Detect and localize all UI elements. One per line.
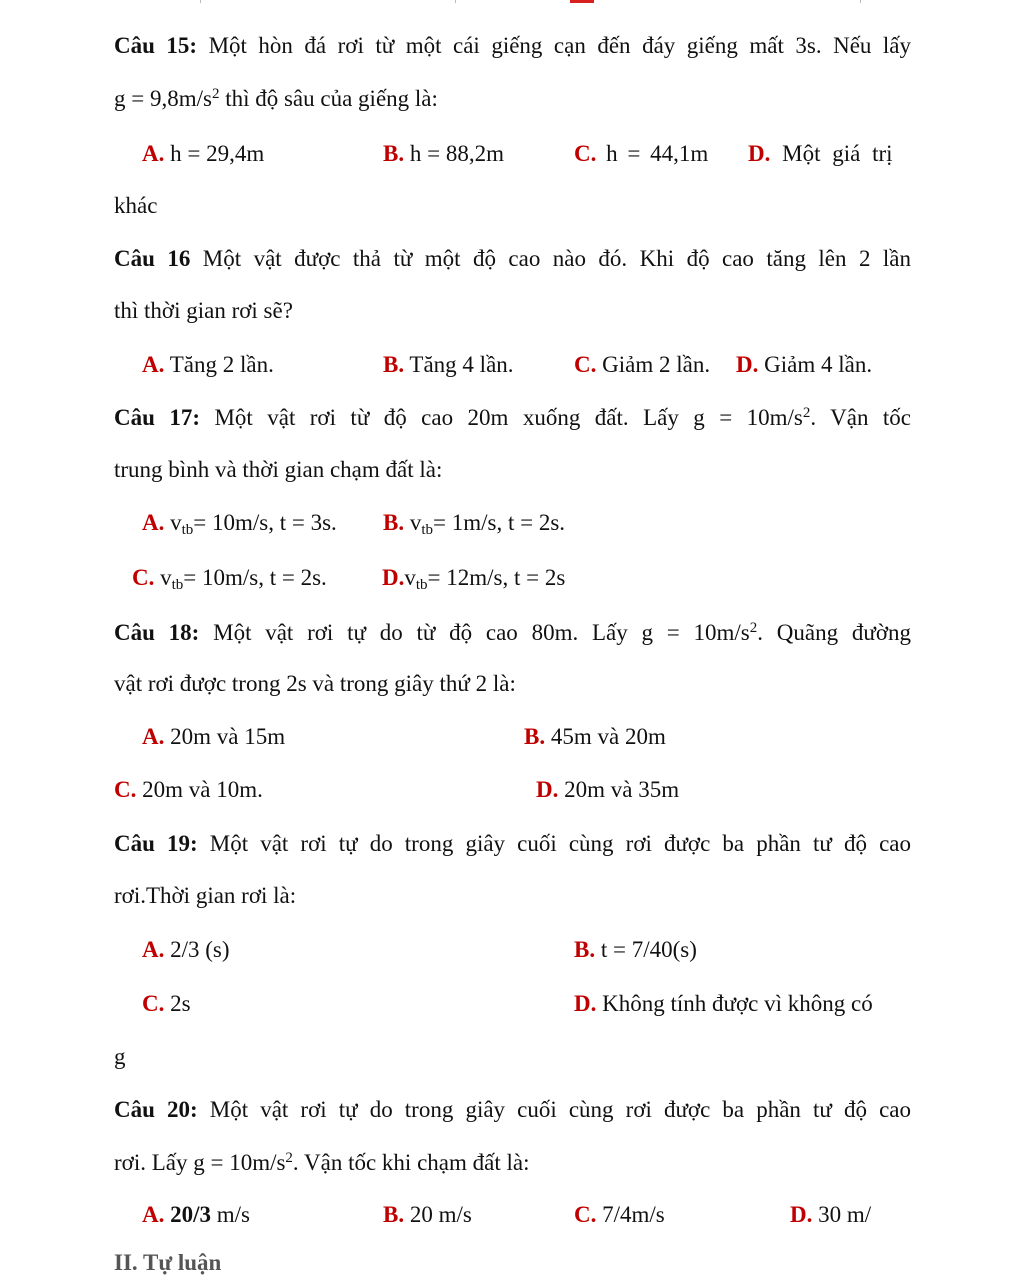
question-17-text: Câu 17: Một vật rơi từ độ cao 20m xuống đất. Lấy $g = 10m/s^2$. Vận tốc xyxy=(114,405,912,430)
question-label: Câu 16 xyxy=(114,246,191,271)
option-d: $D.v_{tb}= 12m/s$, t = 2s xyxy=(382,565,566,593)
question-15-text-cont: $g = 9,8m/s^2$ thì độ sâu của giếng là: xyxy=(114,86,438,111)
top-red-mark xyxy=(570,0,594,3)
option-b: B. h = 88,2m xyxy=(383,141,504,166)
section-heading-partial: II. Tự luận xyxy=(114,1250,222,1275)
question-label: Câu 20: xyxy=(114,1097,198,1122)
question-18-text: Câu 18: Một vật rơi tự do từ độ cao 80m. Lấy $g = 10m/s^2$. Quãng đường xyxy=(114,620,912,645)
option-a: A. h = 29,4m xyxy=(142,141,265,166)
option-a: A. 20/3 m/s xyxy=(142,1202,250,1227)
option-c: C. Giảm 2 lần. xyxy=(574,352,711,377)
question-19-text-cont: rơi.Thời gian rơi là: xyxy=(114,883,297,908)
question-20-text-cont: rơi. Lấy $g = 10m/s^2$. Vận tốc khi chạm đất là: xyxy=(114,1150,530,1175)
option-c: C. 2s xyxy=(142,991,191,1016)
question-15-text: Câu 15: Một hòn đá rơi từ một cái giếng cạn đến đáy giếng mất 3s. Nếu lấy xyxy=(114,33,912,58)
question-19-text: Câu 19: Một vật rơi tự do trong giây cuối cùng rơi được ba phần tư độ cao xyxy=(114,831,912,856)
option-c: C. $v_{tb}= 10m/s$, t = 2s. xyxy=(132,565,327,593)
option-c: C. 7/4m/s xyxy=(574,1202,665,1227)
option-d: D. Giảm 4 lần. xyxy=(736,352,873,377)
option-d: D. Một giá trị xyxy=(748,141,893,166)
option-a: A. Tăng 2 lần. xyxy=(142,352,274,377)
top-tick xyxy=(455,0,456,3)
question-label: Câu 19: xyxy=(114,831,198,856)
question-16-text-cont: thì thời gian rơi sẽ? xyxy=(114,298,293,323)
question-20-text: Câu 20: Một vật rơi tự do trong giây cuối cùng rơi được ba phần tư độ cao xyxy=(114,1097,912,1122)
question-label: Câu 18: xyxy=(114,620,200,645)
option-b: B. Tăng 4 lần. xyxy=(383,352,514,377)
option-b: B. 45m và 20m xyxy=(524,724,666,749)
top-tick xyxy=(200,0,201,3)
option-b: B. $v_{tb}= 1m/s$, t = 2s. xyxy=(383,510,566,538)
option-b: B. t = 7/40(s) xyxy=(574,937,697,962)
option-c: C. 20m và 10m. xyxy=(114,777,263,802)
top-tick xyxy=(860,0,861,3)
option-a: A. 2/3 (s) xyxy=(142,937,230,962)
option-d-continuation: g xyxy=(114,1044,126,1069)
option-d-continuation: khác xyxy=(114,193,158,218)
question-label: Câu 15: xyxy=(114,33,198,58)
option-a: A. 20m và 15m xyxy=(142,724,286,749)
option-d: D. 20m và 35m xyxy=(536,777,680,802)
question-16-text: Câu 16 Một vật được thả từ một độ cao nào đó. Khi độ cao tăng lên 2 lần xyxy=(114,246,911,271)
question-18-text-cont: vật rơi được trong 2s và trong giây thứ 2 là: xyxy=(114,671,516,696)
option-d: D. Không tính được vì không có xyxy=(574,991,873,1016)
option-c: C. h = 44,1m xyxy=(574,141,709,166)
question-17-text-cont: trung bình và thời gian chạm đất là: xyxy=(114,457,443,482)
option-d: D. 30 m/ xyxy=(790,1202,872,1227)
option-a: A. $v_{tb}= 10m/s$, t = 3s. xyxy=(142,510,337,538)
question-label: Câu 17: xyxy=(114,405,201,430)
option-b: B. 20 m/s xyxy=(383,1202,472,1227)
